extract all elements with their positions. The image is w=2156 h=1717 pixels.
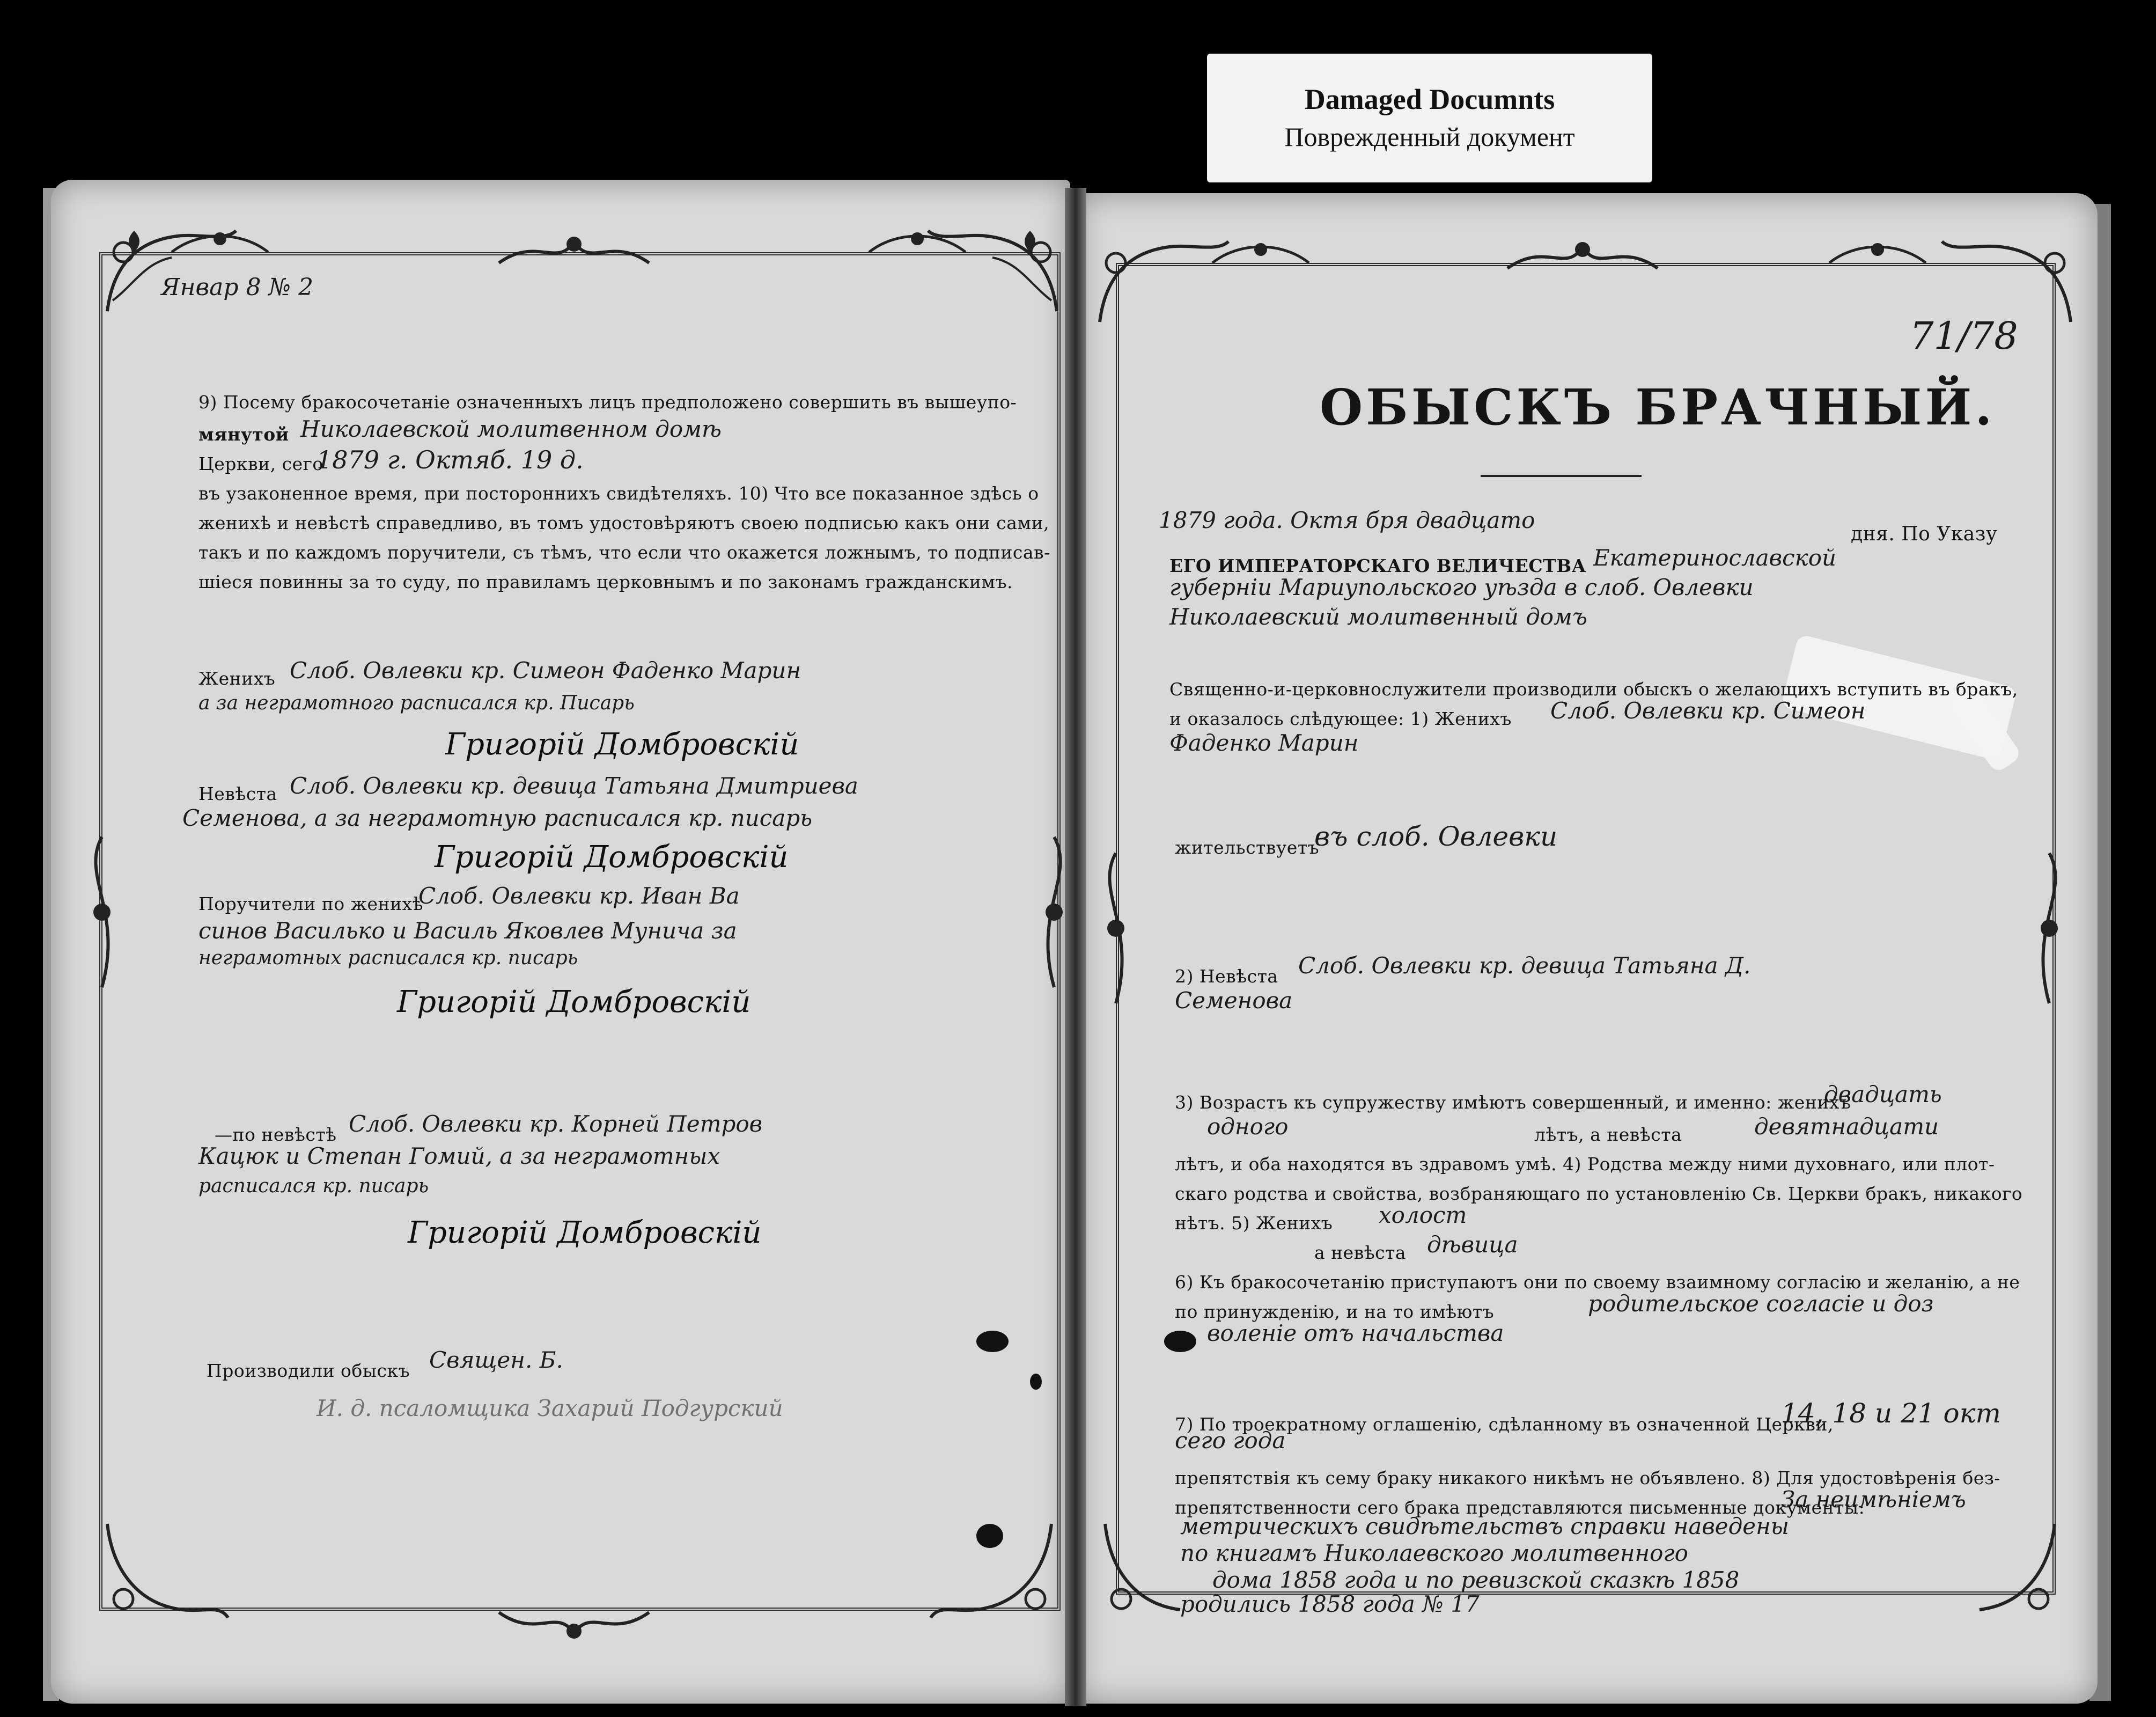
consent-line2: по принужденію, и на то имѣютъ <box>1175 1301 1495 1322</box>
bride-hw1: Слоб. Овлевки кр. девица Татьяна Дмитриева <box>290 773 858 799</box>
groom-signature: Григорій Домбровскій <box>445 727 799 762</box>
label-russian: Поврежденный документ <box>1284 122 1575 152</box>
age-hw3: девятнадцати <box>1754 1113 1939 1140</box>
item9-line4: въ узаконенное время, при постороннихъ свидѣтеляхъ. 10) Что все показанное здѣсь о <box>198 483 1039 504</box>
bride-status-label: а невѣста <box>1314 1242 1407 1263</box>
conducted-hw2: И. д. псаломщика Захарий Подгурский <box>317 1395 783 1421</box>
decree-hw3: Николаевский молитвенный домъ <box>1169 604 1587 630</box>
banns-hw1: 14, 18 и 21 окт <box>1781 1398 2001 1429</box>
docs-hw4: дома 1858 года и по ревизской сказкѣ 1858 <box>1212 1567 1740 1593</box>
bride-signature: Григорій Домбровскій <box>435 840 789 875</box>
docs-hw3: по книгамъ Николаевского молитвенного <box>1180 1540 1688 1566</box>
ornament-top-center-icon <box>1502 236 1663 279</box>
bride-guarantors-hw2: Кацюк и Степан Гомий, а за неграмотных <box>198 1143 720 1169</box>
obstacle-line1: препятствія къ сему браку никакого никѣмъ не объявлено. 8) Для удостовѣренія без- <box>1175 1467 2001 1488</box>
left-header-note: Январ 8 № 2 <box>161 274 314 301</box>
bride-guarantors-hw1: Слоб. Овлевки кр. Корней Петров <box>349 1111 763 1137</box>
date-label: дня. По Указу <box>1851 523 1998 545</box>
bride-guarantors-hw3: расписался кр. писарь <box>198 1175 429 1197</box>
none-line: нѣтъ. 5) Женихъ <box>1175 1213 1333 1234</box>
decree-hw1: Екатеринославской <box>1593 545 1837 571</box>
item9-line1: 9) Посему бракосочетаніе означенныхъ лицъ предположено совершить въ вышеупо- <box>198 392 1017 413</box>
conducted-label: Производили обыскъ <box>207 1360 410 1381</box>
docs-hw2: метрическихъ свидѣтельствъ справки наведены <box>1180 1513 1790 1539</box>
ornament-corner-icon <box>102 1518 231 1626</box>
health-line: лѣтъ, и оба находятся въ здравомъ умѣ. 4) Родства между ними духовнаго, или плот- <box>1175 1154 1995 1175</box>
bride-status-hw: дѣвица <box>1427 1231 1518 1258</box>
groom-guarantors-hw1: Слоб. Овлевки кр. Иван Ва <box>418 883 740 909</box>
groom-label: Женихъ <box>198 668 276 689</box>
ink-stain <box>976 1524 1003 1548</box>
right-groom-hw1: Слоб. Овлевки кр. Симеон <box>1550 698 1866 724</box>
ornament-right-right-mid-icon <box>2022 848 2076 1009</box>
residence-label: жительствуетъ <box>1175 837 1320 858</box>
ink-stain <box>1164 1331 1196 1352</box>
clergy-line2: и оказалось слѣдующее: 1) Женихъ <box>1169 708 1512 729</box>
item9-line2-label: мянутой <box>198 424 289 445</box>
document-title: ОБЫСКЪ БРАЧНЫЙ. <box>1320 378 1996 436</box>
item9-line6: такъ и по каждомъ поручители, съ тѣмъ, что если что окажется ложнымъ, то подписав- <box>198 542 1050 563</box>
damaged-document-label <box>1207 54 1652 182</box>
ornament-right-mid-icon <box>1089 848 1143 1009</box>
clergy-line1: Священно-и-церковнослужители производили обыскъ о желающихъ вступить въ бракъ, <box>1169 679 2018 700</box>
groom-guarantors-label: Поручители по женихѣ <box>198 893 423 914</box>
groom-guarantors-hw2: синов Василько и Василь Яковлев Мунича за <box>198 918 737 944</box>
ornament-bottom-center-icon <box>494 1602 654 1645</box>
ornament-top-left-icon <box>166 225 274 263</box>
right-bride-hw2: Семенова <box>1175 987 1293 1014</box>
docs-hw1: За неимѣніемъ <box>1781 1486 1966 1513</box>
obstacle-line2: препятственности сего брака представляются письменные документы: <box>1175 1497 1865 1518</box>
item9-line3-hw: 1879 г. Октяб. 19 д. <box>317 445 584 474</box>
consent-hw2: воленіе отъ начальства <box>1207 1320 1504 1346</box>
item9-line2-hw: Николаевской молитвенном домѣ <box>300 416 722 442</box>
right-bride-label: 2) Невѣста <box>1175 966 1278 987</box>
ornament-top-right-icon <box>1824 236 1931 274</box>
decree-hw2: губерніи Мариупольского уѣзда в слоб. Овлевки <box>1169 574 1754 600</box>
none-hw: холост <box>1379 1202 1467 1228</box>
title-rule <box>1481 475 1642 477</box>
age-hw1: двадцать <box>1824 1081 1942 1107</box>
label-english: Damaged Documnts <box>1304 83 1555 115</box>
ornament-corner-icon <box>1931 1518 2060 1626</box>
ornament-left-right-mid-icon <box>1027 832 1081 993</box>
page-number: 71/78 <box>1910 314 2018 358</box>
item9-line7: шіеся повинны за то суду, по правиламъ церковнымъ и по законамъ гражданскимъ. <box>198 571 1013 592</box>
bride-label: Невѣста <box>198 783 277 804</box>
decree-label: ЕГО ИМПЕРАТОРСКАГО ВЕЛИЧЕСТВА <box>1169 555 1586 576</box>
residence-hw: въ слоб. Овлевки <box>1314 821 1558 852</box>
bride-guarantors-label: —по невѣстѣ <box>215 1124 337 1145</box>
consent-hw1: родительское согласіе и доз <box>1588 1290 1934 1317</box>
item9-line3-label: Церкви, сего <box>198 453 323 474</box>
right-bride-hw1: Слоб. Овлевки кр. девица Татьяна Д. <box>1298 952 1751 979</box>
banns-hw2: сего года <box>1175 1427 1286 1454</box>
groom-hw2: а за неграмотного расписался кр. Писарь <box>198 692 635 714</box>
docs-hw5: родились 1858 года № 17 <box>1180 1591 1480 1617</box>
ornament-left-mid-icon <box>75 832 129 993</box>
bride-guarantors-signature: Григорій Домбровскій <box>408 1215 762 1250</box>
item9-line5: женихѣ и невѣстѣ справедливо, въ томъ удостовѣряютъ своею подписью какъ они сами, <box>198 512 1050 533</box>
banns-line: 7) По троекратному оглашенію, сдѣланному въ означенной Церкви, <box>1175 1414 1834 1435</box>
ink-stain <box>976 1331 1009 1352</box>
ornament-top-left-icon <box>1207 236 1314 274</box>
conducted-hw1: Священ. Б. <box>429 1347 563 1373</box>
groom-guarantors-signature: Григорій Домбровскій <box>397 985 751 1019</box>
bride-hw2: Семенова, а за неграмотную расписался кр. писарь <box>182 805 813 831</box>
ornament-top-center-icon <box>494 231 654 274</box>
consent-line1: 6) Къ бракосочетанію приступаютъ они по своему взаимному согласію и желанію, а не <box>1175 1272 2020 1293</box>
ornament-top-right-icon <box>864 225 971 263</box>
ink-stain <box>1030 1374 1042 1390</box>
age-line2: лѣтъ, а невѣста <box>1534 1124 1682 1145</box>
right-groom-hw2: Фаденко Марин <box>1169 730 1359 756</box>
ornament-corner-icon <box>1937 231 2076 327</box>
groom-hw1: Слоб. Овлевки кр. Симеон Фаденко Марин <box>290 657 801 684</box>
age-hw2: одного <box>1207 1113 1289 1140</box>
date-hw: 1879 года. Октя бря двадцато <box>1159 507 1535 533</box>
age-line1: 3) Возрастъ къ супружеству имѣютъ совершенный, и именно: женихъ <box>1175 1092 1851 1113</box>
kinship-line: скаго родства и свойства, возбраняющаго по установленію Св. Церкви бракъ, никакого <box>1175 1183 2023 1204</box>
right-page-frame <box>1116 263 2056 1595</box>
groom-guarantors-hw3: неграмотных расписался кр. писарь <box>198 947 578 969</box>
